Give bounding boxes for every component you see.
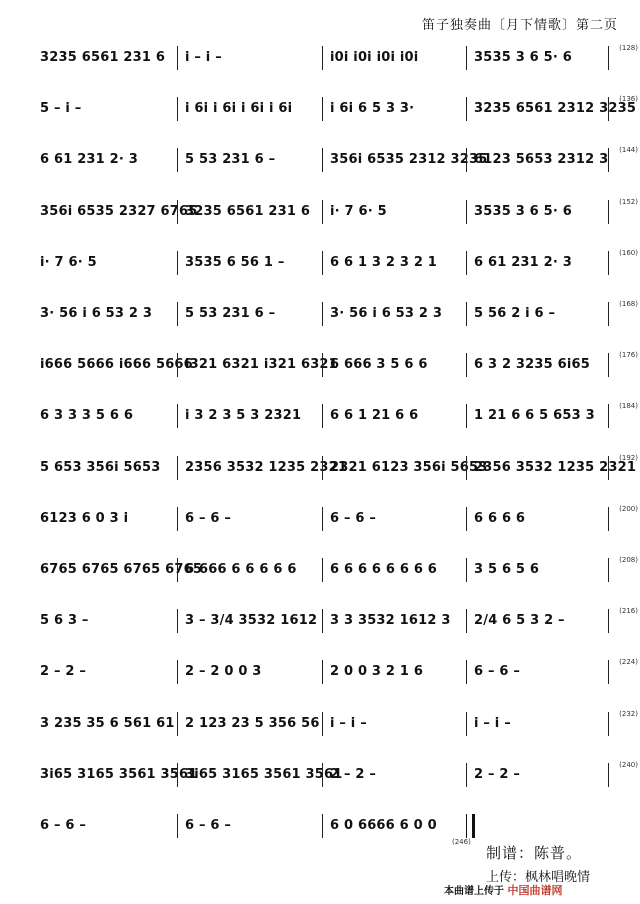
barline: [322, 200, 323, 224]
measure-group: 3· 56 i 6 53 2 3: [40, 306, 153, 321]
measure-group: 6 3 3 3 5 6 6: [40, 408, 134, 424]
measure-group: i – i –: [474, 715, 511, 731]
measure-group: 2 – 2 –: [40, 664, 87, 680]
measure-number: (176): [619, 351, 638, 360]
measure-group: 6 61 231 2· 3: [474, 254, 573, 270]
barline: [608, 251, 609, 275]
barline: [466, 302, 467, 326]
barline: [608, 404, 609, 428]
barline: [177, 507, 178, 531]
score-row: [40, 448, 638, 488]
measure-group: 5 – i –: [40, 101, 82, 117]
barline: [177, 814, 178, 838]
measure-group: i0i i0i i0i i0i: [330, 50, 419, 65]
barline: [322, 404, 323, 428]
measure-group: 6 6 6 6 6 6 6 6: [330, 562, 438, 577]
measure-group: 5 53 231 6 –: [185, 152, 276, 168]
barline: [322, 148, 323, 172]
barline: [322, 558, 323, 582]
measure-group: i321 6321 i321 6321: [185, 357, 338, 373]
measure-group: 6 – 6 –: [185, 510, 232, 526]
barline: [322, 660, 323, 684]
measure-group: 356i 6535 2312 3235: [330, 152, 488, 168]
measure-group: 2 – 2 –: [474, 766, 521, 782]
barline: [177, 251, 178, 275]
measure-group: 6 61 231 2· 3: [40, 152, 139, 168]
barline: [608, 660, 609, 684]
barline: [608, 46, 609, 70]
measure-group: 3535 3 6 5· 6: [474, 50, 573, 65]
measure-group: 3 3 3532 1612 3: [330, 613, 451, 629]
barline: [322, 814, 323, 838]
measure-group: 6 6 6 6: [474, 510, 526, 526]
measure-group: i – i –: [330, 715, 367, 731]
barline: [608, 507, 609, 531]
measure-group: 6 – 6 –: [185, 818, 232, 833]
measure-group: 2 123 23 5 356 56: [185, 715, 320, 731]
barline: [608, 353, 609, 377]
measure-group: 3235 6561 231 6: [185, 203, 311, 219]
barline: [177, 148, 178, 172]
measure-group: 6 3 2 3235 6i65: [474, 357, 591, 373]
barline: [177, 763, 178, 787]
barline: [608, 148, 609, 172]
barline: [608, 763, 609, 787]
measure-group: 6123 5653 2312 3: [474, 152, 609, 168]
barline: [466, 763, 467, 787]
barline: [466, 712, 467, 736]
barline: [466, 251, 467, 275]
measure-group: 6123 6 0 3 i: [40, 510, 129, 526]
measure-number-246: (246): [452, 838, 471, 846]
barline: [322, 302, 323, 326]
score-row: [40, 396, 638, 436]
barline: [608, 712, 609, 736]
measure-group: 3235 6561 2312 3235: [474, 101, 637, 117]
measure-group: i· 7 6· 5: [40, 254, 97, 270]
barline: [608, 200, 609, 224]
barline: [322, 456, 323, 480]
measure-number: (208): [619, 556, 638, 564]
barline: [177, 660, 178, 684]
barline: [608, 609, 609, 633]
measure-number: (192): [619, 453, 638, 462]
measure-number: (152): [619, 197, 638, 206]
measure-number: (168): [619, 300, 638, 308]
measure-group: 5 6 3 –: [40, 613, 89, 629]
measure-number: (224): [619, 658, 638, 667]
measure-group: 2321 6123 356i 5653: [330, 459, 488, 475]
measure-group: 5 653 356i 5653: [40, 459, 161, 475]
measure-number: (144): [619, 146, 638, 155]
score-row: [40, 755, 638, 795]
barline: [177, 46, 178, 70]
measure-group: 3i65 3165 3561 3561: [40, 766, 198, 782]
measure-group: 2356 3532 1235 2321: [185, 459, 348, 475]
barline: [177, 609, 178, 633]
measure-group: i – i –: [185, 50, 222, 65]
barline: [466, 46, 467, 70]
measure-group: i 3 2 3 5 3 2321: [185, 408, 302, 424]
measure-number: (200): [619, 504, 638, 513]
measure-group: 3 235 35 6 561 61: [40, 715, 175, 731]
barline: [177, 456, 178, 480]
uploader-credit: 上传：枫林唱晚情: [486, 870, 591, 885]
final-barline: [466, 814, 475, 838]
barline: [322, 712, 323, 736]
barline: [177, 558, 178, 582]
measure-group: 5 53 231 6 –: [185, 306, 276, 321]
score-row: [40, 704, 638, 744]
measure-group: 2 0 0 3 2 1 6: [330, 664, 424, 680]
measure-group: 2356 3532 1235 2321: [474, 459, 637, 475]
measure-group: 3535 3 6 5· 6: [474, 203, 573, 219]
barline: [177, 200, 178, 224]
measure-group: 6 666 3 5 6 6: [330, 357, 428, 373]
barline: [466, 353, 467, 377]
score-row: [40, 192, 638, 232]
barline: [322, 46, 323, 70]
measure-group: 356i 6535 2327 6765: [40, 203, 198, 219]
measure-group: 6 666 6 6 6 6 6: [185, 562, 297, 577]
barline: [466, 97, 467, 121]
measure-number: (160): [619, 248, 638, 257]
measure-number: (128): [619, 44, 638, 52]
site-brand: 中国曲谱网: [507, 884, 563, 897]
score-row: [40, 499, 638, 539]
barline: [322, 609, 323, 633]
score-row: [40, 294, 638, 334]
measure-group: 6 – 6 –: [40, 818, 87, 833]
score-row: [40, 601, 638, 641]
measure-group: 3i65 3165 3561 3561: [185, 766, 343, 782]
barline: [177, 97, 178, 121]
barline: [608, 302, 609, 326]
barline: [608, 456, 609, 480]
measure-group: i 6i 6 5 3 3·: [330, 101, 415, 117]
barline: [466, 148, 467, 172]
barline: [177, 353, 178, 377]
score-row: [40, 550, 638, 590]
measure-number: (240): [619, 760, 638, 769]
measure-group: 3 5 6 5 6: [474, 562, 540, 577]
barline: [466, 456, 467, 480]
score-row: [40, 38, 638, 78]
barline: [608, 97, 609, 121]
arranger-credit: 制谱：陈普。: [486, 844, 583, 862]
measure-group: 1 21 6 6 5 653 3: [474, 408, 595, 424]
barline: [177, 712, 178, 736]
measure-group: 6765 6765 6765 6765: [40, 562, 203, 577]
score-row: [40, 652, 638, 692]
page-title: 笛子独奏曲〔月下情歌〕第二页: [421, 18, 618, 33]
barline: [322, 763, 323, 787]
measure-group: 6 – 6 –: [474, 664, 521, 680]
measure-group: 3535 6 56 1 –: [185, 254, 285, 270]
measure-group: i· 7 6· 5: [330, 203, 387, 219]
barline: [322, 97, 323, 121]
measure-group: 2/4 6 5 3 2 –: [474, 613, 565, 629]
score-row: [40, 243, 638, 283]
score-row: [40, 345, 638, 385]
measure-number: (232): [619, 709, 638, 718]
measure-group: 6 – 6 –: [330, 510, 377, 526]
site-prefix: 本曲谱上传于: [444, 886, 504, 897]
measure-group: 6 6 1 3 2 3 2 1: [330, 254, 438, 270]
measure-group: i666 5666 i666 5666: [40, 357, 193, 373]
barline: [322, 353, 323, 377]
measure-number: (216): [619, 607, 638, 616]
barline: [322, 507, 323, 531]
barline: [466, 507, 467, 531]
score-row: [40, 806, 610, 846]
barline: [466, 609, 467, 633]
barline: [322, 251, 323, 275]
score-row: [40, 140, 638, 180]
barline: [177, 302, 178, 326]
measure-group: 6 0 6666 6 0 0: [330, 818, 437, 833]
measure-group: 2 – 2 –: [330, 766, 377, 782]
site-credit: [444, 882, 562, 898]
measure-group: 3· 56 i 6 53 2 3: [330, 306, 443, 321]
barline: [466, 404, 467, 428]
barline: [177, 404, 178, 428]
measure-group: 3235 6561 231 6: [40, 50, 166, 65]
barline: [466, 660, 467, 684]
barline: [466, 200, 467, 224]
measure-group: 2 – 2 0 0 3: [185, 664, 262, 680]
measure-group: 6 6 1 21 6 6: [330, 408, 419, 424]
measure-number: (136): [619, 95, 638, 104]
score-row: [40, 89, 638, 129]
barline: [466, 558, 467, 582]
measure-group: 3 – 3/4 3532 1612: [185, 613, 318, 629]
measure-group: 5 56 2 i 6 –: [474, 306, 556, 321]
measure-group: i 6i i 6i i 6i i 6i: [185, 101, 293, 117]
barline: [608, 558, 609, 582]
measure-number: (184): [619, 402, 638, 411]
